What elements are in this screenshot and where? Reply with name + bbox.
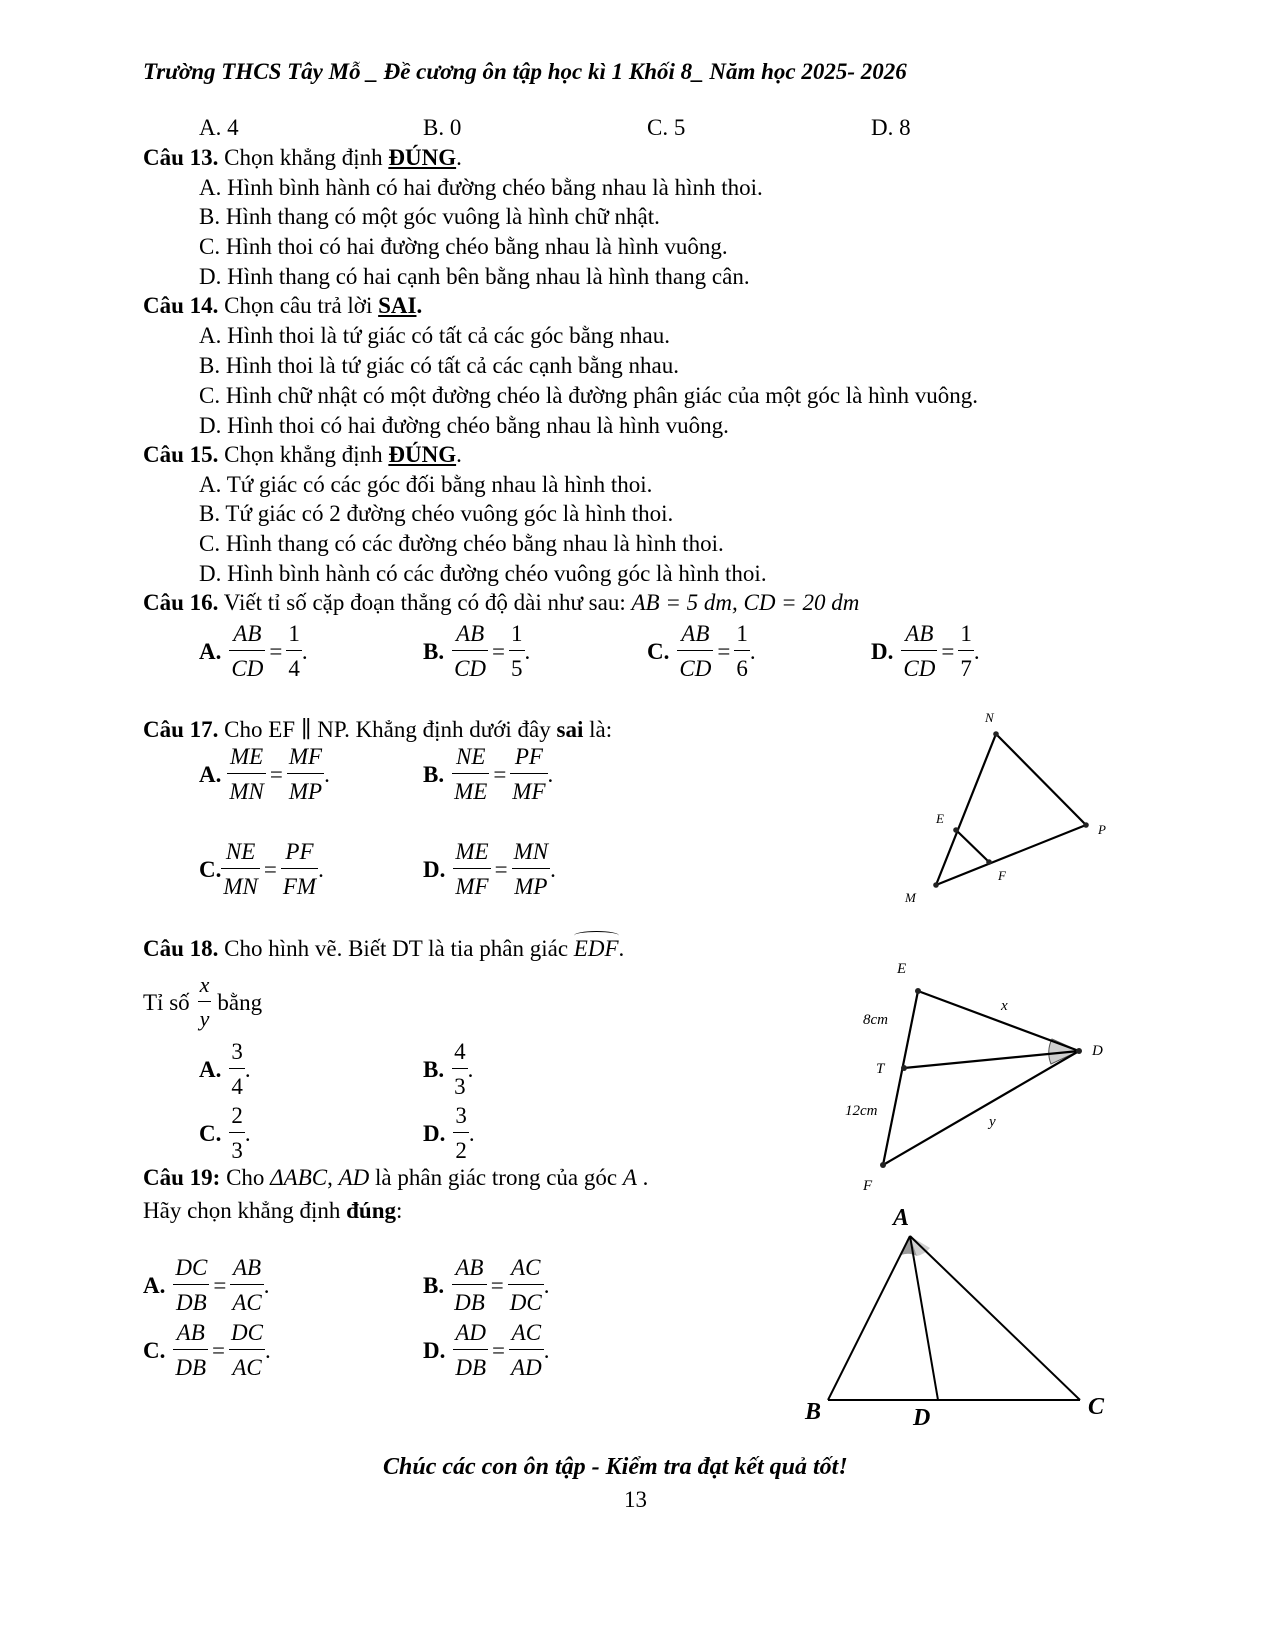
numerator: AB xyxy=(677,622,713,651)
denominator: DC xyxy=(509,1290,542,1315)
q18-option-a: A. $\frac{3}{4}$ . xyxy=(199,1039,251,1099)
q13-option-c: C. Hình thoi có hai đường chéo bằng nhau là hình vuông. xyxy=(199,234,728,259)
numerator: PF xyxy=(510,745,547,774)
denominator: CD xyxy=(454,656,487,681)
numerator: 1 xyxy=(509,622,525,651)
fraction xyxy=(734,622,750,680)
numerator: 1 xyxy=(958,622,974,651)
option-letter: D. xyxy=(423,856,446,882)
option-letter: B. xyxy=(423,638,445,664)
numerator: ME xyxy=(453,840,490,869)
q15-option-d: D. Hình bình hành có các đường chéo vuông góc là hình thoi. xyxy=(199,561,767,586)
denominator: MP xyxy=(288,779,323,804)
q13-prompt: Chọn khẳng định xyxy=(218,145,389,170)
fraction xyxy=(452,1040,468,1098)
option-letter: C. xyxy=(647,638,670,664)
segment-ab xyxy=(828,1236,910,1400)
label-t: T xyxy=(876,1061,885,1077)
q12-option-b: B. 0 xyxy=(423,115,462,140)
q19-option-d: D. $\frac{AD}{DB}$ = $\frac{AC}{AD}$ . xyxy=(423,1320,550,1380)
equals-sign: = xyxy=(269,761,283,787)
fraction xyxy=(509,1321,544,1379)
q18-prompt: Cho hình vẽ. Biết DT là tia phân giác xyxy=(218,936,574,961)
label-e: E xyxy=(936,811,944,826)
option-letter: C. xyxy=(199,856,222,882)
option-letter: B. xyxy=(423,1056,445,1082)
q15-emphasis: ĐÚNG xyxy=(388,442,457,467)
q16-heading xyxy=(143,591,859,614)
label-a: A xyxy=(893,1205,910,1231)
denominator: MP xyxy=(514,874,548,899)
q14-heading xyxy=(143,294,422,317)
numerator: AB xyxy=(452,1256,487,1285)
denominator: FM xyxy=(282,874,317,899)
fraction xyxy=(287,745,324,803)
q13-heading xyxy=(143,146,462,169)
numerator: AB xyxy=(173,1321,208,1350)
q18-heading xyxy=(143,937,624,960)
q19-option-c: C. $\frac{AB}{DB}$ = $\frac{DC}{AC}$ . xyxy=(143,1320,271,1380)
option-letter: A. xyxy=(199,638,222,664)
numerator: 1 xyxy=(286,622,302,651)
fraction xyxy=(173,1321,208,1379)
q14-option-d: D. Hình thoi có hai đường chéo bằng nhau là hình vuông. xyxy=(199,413,729,438)
q17-option-d: D. $\frac{ME}{MF}$ = $\frac{MN}{MP}$ . xyxy=(423,839,556,899)
numerator: 2 xyxy=(229,1104,245,1133)
fraction xyxy=(221,840,260,898)
fraction xyxy=(677,622,713,680)
ratio-suffix: bằng xyxy=(217,989,263,1015)
numerator: AB xyxy=(230,1256,263,1285)
fraction xyxy=(227,745,266,803)
option-letter: D. xyxy=(871,638,894,664)
numerator: x xyxy=(198,974,212,1002)
equals-sign: = xyxy=(941,638,955,664)
label-f: F xyxy=(998,868,1006,883)
equals-sign: = xyxy=(493,761,507,787)
q14-prompt: Chọn câu trả lời xyxy=(218,293,379,318)
numerator: AB xyxy=(452,622,488,651)
q17-triangle-figure xyxy=(890,700,1120,915)
q15-option-c: C. Hình thang có các đường chéo bằng nhau là hình thoi. xyxy=(199,531,724,556)
label-m: M xyxy=(905,890,916,905)
q19-label: Câu 19: xyxy=(143,1165,221,1190)
denominator: DB xyxy=(455,1355,487,1380)
denominator: DB xyxy=(175,1355,207,1380)
label-p: P xyxy=(1098,822,1106,837)
numerator: AB xyxy=(901,622,937,651)
denominator: MN xyxy=(229,779,264,804)
q16-option-b: B. $\frac{AB}{CD}$ = $\frac{1}{5}$ . xyxy=(423,621,531,681)
fraction xyxy=(229,622,265,680)
q19-prompt: Cho xyxy=(220,1165,271,1190)
label-y: y xyxy=(989,1114,996,1130)
denominator: MF xyxy=(512,779,546,804)
label-x: x xyxy=(1001,998,1008,1014)
q17-prompt: Cho EF ∥ NP. Khẳng định dưới đây xyxy=(218,717,557,742)
equals-sign: = xyxy=(269,638,283,664)
numerator: 3 xyxy=(229,1040,245,1069)
footer-message: Chúc các con ôn tập - Kiểm tra đạt kết quả tốt! xyxy=(383,1454,848,1480)
label-e: E xyxy=(897,961,907,977)
denominator: CD xyxy=(679,656,712,681)
fraction xyxy=(510,745,547,803)
numerator: AD xyxy=(453,1321,488,1350)
option-letter: A. xyxy=(199,1056,222,1082)
q16-formula: AB = 5 dm, CD = 20 dm xyxy=(631,590,860,615)
fraction xyxy=(452,622,488,680)
fraction xyxy=(229,1321,265,1379)
fraction xyxy=(452,1256,487,1314)
fraction xyxy=(229,1104,245,1162)
q18-end: . xyxy=(618,936,625,961)
denominator: 3 xyxy=(454,1074,466,1099)
q17-option-c: C. $\frac{NE}{MN}$ = $\frac{PF}{FM}$ . xyxy=(199,839,324,899)
denominator: 2 xyxy=(455,1138,467,1163)
q19-instruction xyxy=(143,1199,402,1222)
numerator: 4 xyxy=(452,1040,468,1069)
point-n xyxy=(993,731,999,737)
q12-option-d: D. 8 xyxy=(871,115,911,140)
q18-option-c: C. $\frac{2}{3}$ . xyxy=(199,1103,251,1163)
segment-np xyxy=(996,734,1086,825)
segment-mp xyxy=(936,825,1086,885)
equals-sign: = xyxy=(492,638,506,664)
denominator: CD xyxy=(903,656,936,681)
q16-prompt: Viết tỉ số cặp đoạn thẳng có độ dài như sau: xyxy=(218,590,632,615)
denominator: AC xyxy=(232,1355,262,1380)
numerator: AC xyxy=(509,1321,544,1350)
numerator: 1 xyxy=(734,622,750,651)
segment-ac xyxy=(910,1236,1080,1400)
option-letter: D. xyxy=(423,1337,446,1363)
q14-option-c: C. Hình chữ nhật có một đường chéo là đường phân giác của một góc là hình vuông. xyxy=(199,383,979,408)
fraction xyxy=(452,745,489,803)
q15-heading xyxy=(143,443,462,466)
numerator: MF xyxy=(287,745,324,774)
q16-label: Câu 16. xyxy=(143,590,219,615)
denominator: AC xyxy=(232,1290,262,1315)
equals-sign: = xyxy=(213,1272,227,1298)
option-letter: A. xyxy=(143,1272,166,1298)
point-m xyxy=(933,882,939,888)
q15-prompt: Chọn khẳng định xyxy=(218,442,389,467)
q18-ratio-line xyxy=(143,974,262,1030)
denominator: DB xyxy=(454,1290,485,1315)
option-letter: C. xyxy=(143,1337,166,1363)
angle-edf xyxy=(574,937,619,960)
fraction xyxy=(901,622,937,680)
q17-option-b: B. $\frac{NE}{ME}$ = $\frac{PF}{MF}$ . xyxy=(423,744,554,804)
q14-option-b: B. Hình thoi là tứ giác có tất cả các cạnh bằng nhau. xyxy=(199,353,679,378)
numerator: ME xyxy=(227,745,266,774)
fraction xyxy=(512,840,551,898)
q19-triangle-figure xyxy=(790,1200,1120,1435)
q19-option-a: A. $\frac{DC}{DB}$ = $\frac{AB}{AC}$ . xyxy=(143,1255,270,1315)
point-p xyxy=(1083,822,1089,828)
q19-instruction-emphasis: đúng xyxy=(346,1198,397,1223)
ratio-fraction xyxy=(198,974,212,1030)
fraction xyxy=(173,1256,209,1314)
option-letter: C. xyxy=(199,1120,222,1146)
numerator: 3 xyxy=(453,1104,469,1133)
point-f xyxy=(986,859,992,865)
label-12cm: 12cm xyxy=(845,1103,878,1119)
equals-sign: = xyxy=(212,1337,226,1363)
q17-emphasis: sai xyxy=(556,717,584,742)
q19-prompt-mid: là phân giác trong của góc xyxy=(369,1165,623,1190)
fraction xyxy=(509,622,525,680)
q19-instruction-end: : xyxy=(396,1198,403,1223)
numerator: PF xyxy=(281,840,318,869)
fraction xyxy=(508,1256,544,1314)
q15-option-a: A. Tứ giác có các góc đối bằng nhau là hình thoi. xyxy=(199,472,653,497)
q18-label: Câu 18. xyxy=(143,936,219,961)
q17-option-a: A. $\frac{ME}{MN}$ = $\frac{MF}{MP}$ . xyxy=(199,744,330,804)
label-b: B xyxy=(805,1399,822,1425)
q14-emphasis: SAI xyxy=(378,293,417,318)
label-c: C xyxy=(1088,1394,1105,1420)
numerator: AB xyxy=(229,622,265,651)
angle-label: EDF xyxy=(573,936,619,961)
label-d: D xyxy=(1092,1043,1103,1059)
q16-option-d: D. $\frac{AB}{CD}$ = $\frac{1}{7}$ . xyxy=(871,621,980,681)
option-letter: B. xyxy=(423,761,445,787)
ratio-prefix: Tỉ số xyxy=(143,989,190,1015)
fraction xyxy=(453,1321,488,1379)
denominator: 5 xyxy=(511,656,523,681)
segment-ef xyxy=(956,830,989,862)
fraction xyxy=(958,622,974,680)
fraction xyxy=(281,840,318,898)
fraction xyxy=(286,622,302,680)
numerator: MN xyxy=(512,840,551,869)
q18-option-b: B. $\frac{4}{3}$ . xyxy=(423,1039,474,1099)
point-e xyxy=(915,988,921,994)
q19-instruction-text: Hãy chọn khẳng định xyxy=(143,1198,347,1223)
equals-sign: = xyxy=(490,1272,504,1298)
equals-sign: = xyxy=(494,856,508,882)
fraction xyxy=(453,1104,469,1162)
point-f xyxy=(880,1162,886,1168)
q19-end: . xyxy=(636,1165,649,1190)
denominator: DB xyxy=(176,1290,207,1315)
q19-ad: AD xyxy=(338,1165,370,1190)
numerator: NE xyxy=(221,840,260,869)
label-8cm: 8cm xyxy=(863,1012,888,1028)
q14-option-a: A. Hình thoi là tứ giác có tất cả các góc bằng nhau. xyxy=(199,323,671,348)
denominator: AD xyxy=(511,1355,542,1380)
q17-label: Câu 17. xyxy=(143,717,219,742)
q13-label: Câu 13. xyxy=(143,145,219,170)
option-letter: D. xyxy=(423,1120,446,1146)
q13-emphasis: ĐÚNG xyxy=(388,145,457,170)
option-letter: A. xyxy=(199,761,222,787)
q17-prompt-end: là: xyxy=(583,717,613,742)
q17-heading xyxy=(143,718,612,741)
q14-label: Câu 14. xyxy=(143,293,219,318)
q13-option-b: B. Hình thang có một góc vuông là hình chữ nhật. xyxy=(199,204,660,229)
equals-sign: = xyxy=(492,1337,506,1363)
denominator: 4 xyxy=(231,1074,243,1099)
denominator: ME xyxy=(454,779,488,804)
option-letter: B. xyxy=(423,1272,445,1298)
q16-option-c: C. $\frac{AB}{CD}$ = $\frac{1}{6}$ . xyxy=(647,621,756,681)
q15-label: Câu 15. xyxy=(143,442,219,467)
q18-option-d: D. $\frac{3}{2}$ . xyxy=(423,1103,475,1163)
equals-sign: = xyxy=(717,638,731,664)
denominator: MN xyxy=(223,874,258,899)
q15-option-b: B. Tứ giác có 2 đường chéo vuông góc là hình thoi. xyxy=(199,501,674,526)
page-number: 13 xyxy=(624,1487,647,1512)
label-f: F xyxy=(863,1178,873,1194)
numerator: NE xyxy=(452,745,489,774)
segment-ef xyxy=(883,991,918,1165)
q15-end: . xyxy=(456,442,462,467)
equals-sign: = xyxy=(263,856,277,882)
segment-ad xyxy=(910,1236,938,1400)
denominator: 7 xyxy=(960,656,972,681)
segment-ed xyxy=(918,991,1079,1051)
q16-option-a: A. $\frac{AB}{CD}$ = $\frac{1}{4}$ . xyxy=(199,621,308,681)
denominator: 3 xyxy=(231,1138,243,1163)
denominator: 6 xyxy=(736,656,748,681)
denominator: MF xyxy=(455,874,489,899)
q12-option-c: C. 5 xyxy=(647,115,686,140)
q19-triangle: ΔABC xyxy=(270,1165,328,1190)
point-t xyxy=(901,1065,907,1071)
numerator: AC xyxy=(508,1256,544,1285)
page-header: Trường THCS Tây Mỗ _ Đề cương ôn tập học kì 1 Khối 8_ Năm học 2025- 2026 xyxy=(143,59,907,84)
point-e xyxy=(953,827,959,833)
denominator: y xyxy=(199,1006,210,1031)
q19-option-b: B. $\frac{AB}{DB}$ = $\frac{AC}{DC}$ . xyxy=(423,1255,550,1315)
q13-end: . xyxy=(456,145,462,170)
q18-triangle-figure xyxy=(830,950,1130,1195)
point-d xyxy=(1076,1048,1082,1054)
q12-option-a: A. 4 xyxy=(199,115,239,140)
fraction xyxy=(230,1256,263,1314)
q19-comma: , xyxy=(327,1165,339,1190)
label-d: D xyxy=(913,1405,931,1431)
angle-hat xyxy=(574,931,619,940)
q14-end: . xyxy=(416,293,423,318)
q13-option-d: D. Hình thang có hai cạnh bên bằng nhau là hình thang cân. xyxy=(199,264,750,289)
q19-heading xyxy=(143,1166,648,1189)
label-n: N xyxy=(985,710,994,725)
q19-angle-a: A xyxy=(622,1165,637,1190)
fraction xyxy=(229,1040,245,1098)
fraction xyxy=(453,840,490,898)
numerator: DC xyxy=(173,1256,209,1285)
denominator: 4 xyxy=(288,656,300,681)
q13-option-a: A. Hình bình hành có hai đường chéo bằng nhau là hình thoi. xyxy=(199,175,763,200)
numerator: DC xyxy=(229,1321,265,1350)
denominator: CD xyxy=(231,656,264,681)
